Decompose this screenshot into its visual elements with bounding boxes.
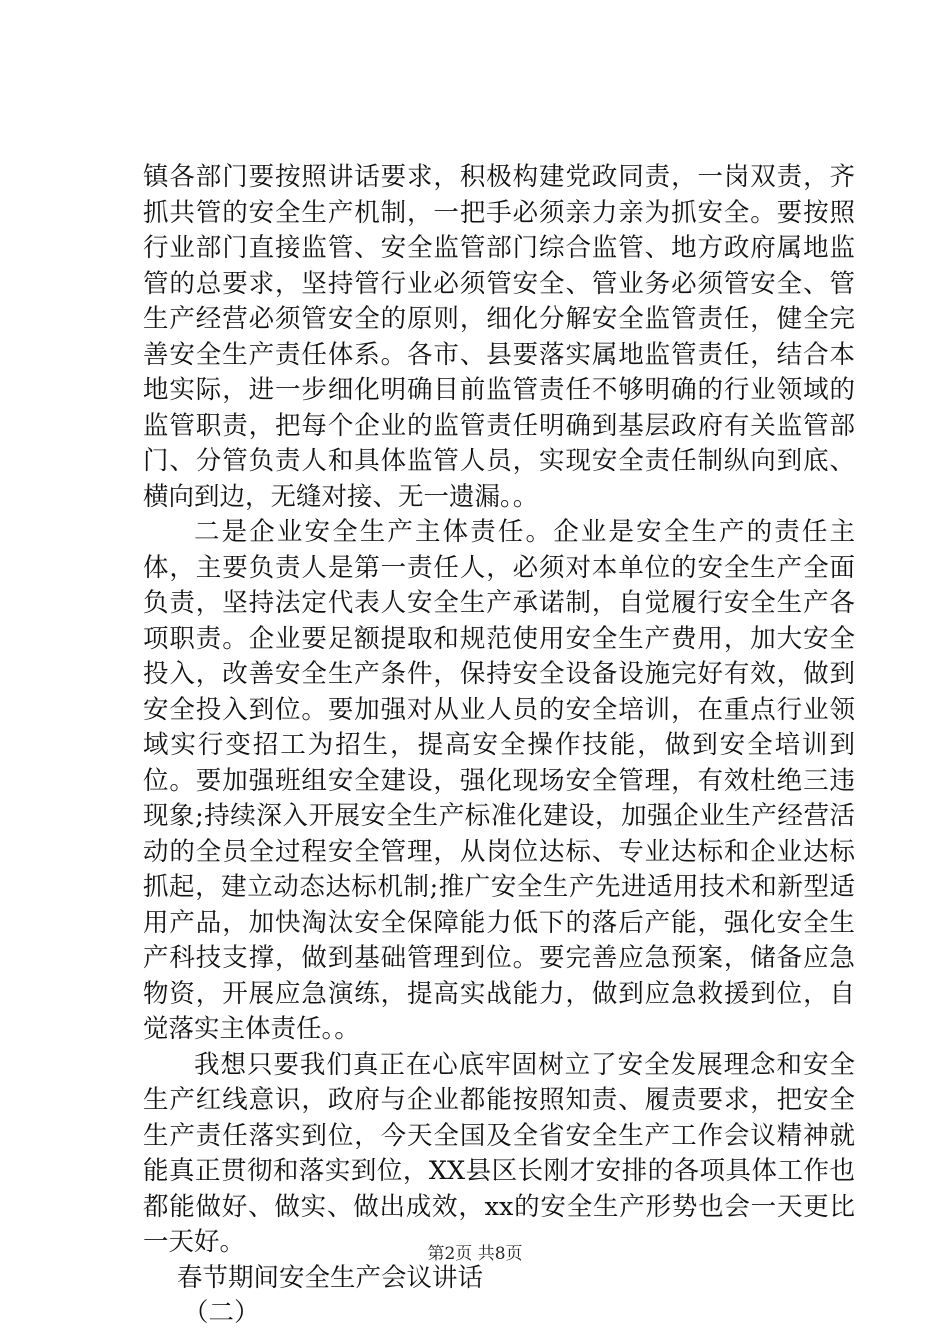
document-body <box>143 160 855 1332</box>
page-footer <box>0 1243 950 1265</box>
paragraph-enterprise-responsibility: 二是企业安全生产主体责任。企业是安全生产的责任主体，主要负责人是第一责任人，必须对本单位的安全生产全面负责，坚持法定代表人安全生产承诺制，自觉履行安全生产各项职责。企业要足额提取和规范使用安全生产费用，加大安全投入，改善安全生产条件，保持安全设备设施完好有效，做到安全投入到位。要加强对从业人员的安全培训，在重点行业领域实行变招工为招生，提高安全操作技能，做到安全培训到位。要加强班组安全建设，强化现场安全管理，有效杜绝三违现象;持续深入开展安全生产标准化建设，加强企业生产经营活动的全员全过程安全管理，从岗位达标、专业达标和企业达标抓起，建立动态达标机制;推广安全生产先进适用技术和新型适用产品，加快淘汰安全保障能力低下的落后产能，强化安全生产科技支撑，做到基础管理到位。要完善应急预案，储备应急物资，开展应急演练，提高实战能力，做到应急救援到位，自觉落实主体责任。。 <box>143 517 855 1044</box>
section-title: 春节期间安全生产会议讲话 <box>177 1262 484 1293</box>
section-number: （二） <box>183 1298 260 1328</box>
paragraph-conclusion: 我想只要我们真正在心底牢固树立了安全发展理念和安全生产红线意识，政府与企业都能按照知责、履责要求，把安全生产责任落实到位，今天全国及全省安全生产工作会议精神就能真正贯彻和落实到位，XX县区长刚才安排的各项具体工作也都能做好、做实、做出成效，xx的安全生产形势也会一天更比一天好。 <box>143 1049 855 1257</box>
page-number-label: 第2页 共8页 <box>427 1244 523 1264</box>
paragraph-continuation: 镇各部门要按照讲话要求，积极构建党政同责，一岗双责，齐抓共管的安全生产机制，一把手必须亲力亲为抓安全。要按照行业部门直接监管、安全监管部门综合监管、地方政府属地监管的总要求，坚持管行业必须管安全、管业务必须管安全、管生产经营必须管安全的原则，细化分解安全监管责任，健全完善安全生产责任体系。各市、县要落实属地监管责任，结合本地实际，进一步细化明确目前监管责任不够明确的行业领域的监管职责，把每个企业的监管责任明确到基层政府有关监管部门、分管负责人和具体监管人员，实现安全责任制纵向到底、横向到边，无缝对接、无一遗漏。。 <box>143 162 855 512</box>
